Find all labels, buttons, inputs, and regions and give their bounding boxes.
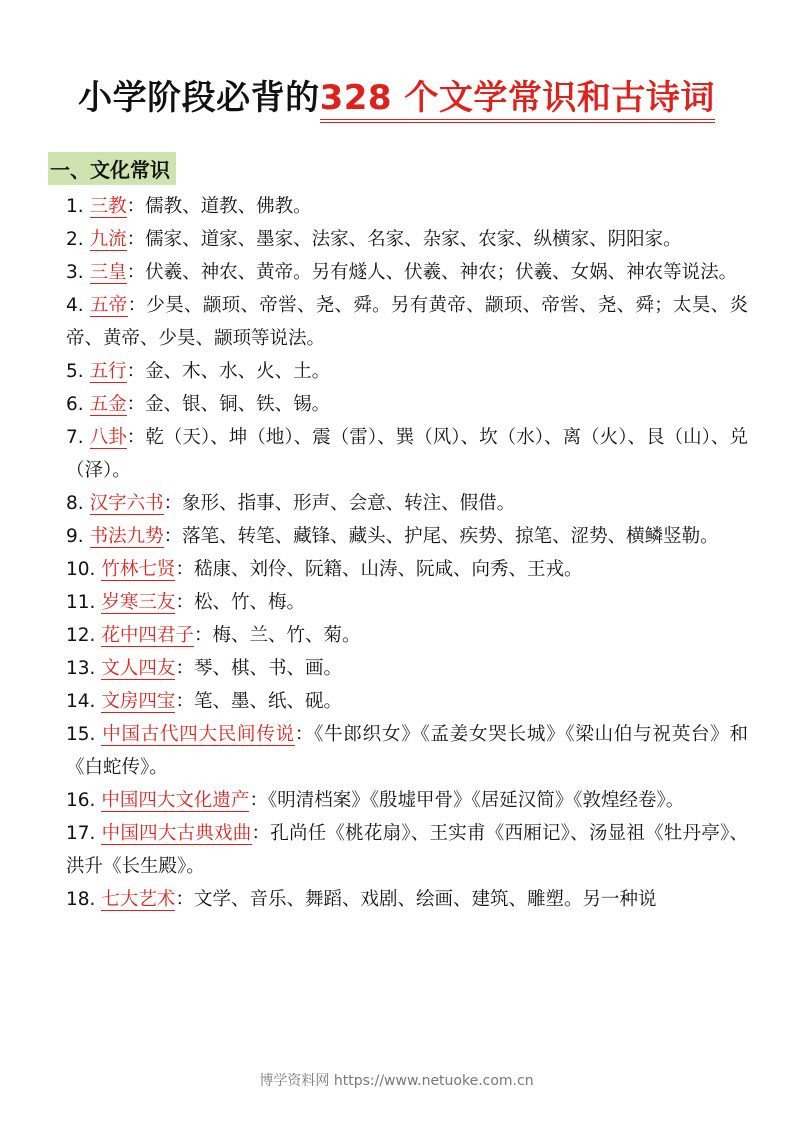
item-description: ：梅、兰、竹、菊。 xyxy=(193,625,361,646)
item-description: ：伏羲、神农、黄帝。另有燧人、伏羲、神农；伏羲、女娲、神农等说法。 xyxy=(126,262,738,283)
footer-watermark: 博学资料网 https://www.netuoke.com.cn xyxy=(259,1073,534,1089)
list-item xyxy=(66,223,748,256)
item-term: 中国古代四大民间传说 xyxy=(101,724,295,745)
item-term: 竹林七贤 xyxy=(101,559,176,580)
item-description: ：孔尚任《桃花扇》、王实甫《西厢记》、汤显祖《牡丹亭》、洪升《长生殿》。 xyxy=(66,823,748,877)
item-number: 1. xyxy=(66,196,84,217)
item-term: 八卦 xyxy=(89,427,127,448)
item-description: ：琴、棋、书、画。 xyxy=(175,658,342,679)
title-red-part: 328 个文学常识和古诗词 xyxy=(320,78,715,123)
list-item xyxy=(66,685,748,718)
list-item xyxy=(66,520,748,553)
item-term: 七大艺术 xyxy=(101,889,176,910)
item-number: 17. xyxy=(66,823,96,844)
item-term: 五行 xyxy=(89,361,127,382)
list-item xyxy=(66,652,748,685)
item-number: 10. xyxy=(66,559,96,580)
item-description: ：金、银、铜、铁、锡。 xyxy=(126,394,331,415)
page-title xyxy=(0,70,793,119)
item-description: ：松、竹、梅。 xyxy=(175,592,305,613)
item-term: 文房四宝 xyxy=(101,691,176,712)
item-description: ：落笔、转笔、藏锋、藏头、护尾、疾势、掠笔、涩势、横鳞竖勒。 xyxy=(163,526,719,547)
list-item xyxy=(66,883,748,916)
list-item xyxy=(66,190,748,223)
item-number: 16. xyxy=(66,790,96,811)
item-term: 汉字六书 xyxy=(89,493,164,514)
list-item xyxy=(66,256,748,289)
section-heading: 一、文化常识 xyxy=(48,152,176,185)
item-number: 2. xyxy=(66,229,84,250)
item-number: 9. xyxy=(66,526,84,547)
item-number: 15. xyxy=(66,724,96,745)
item-number: 3. xyxy=(66,262,84,283)
item-description: ：嵇康、刘伶、阮籍、山涛、阮咸、向秀、王戎。 xyxy=(175,559,583,580)
item-number: 8. xyxy=(66,493,84,514)
item-number: 13. xyxy=(66,658,96,679)
item-term: 中国四大文化遗产 xyxy=(101,790,250,811)
item-term: 五帝 xyxy=(89,295,128,316)
list-item xyxy=(66,487,748,520)
list-item xyxy=(66,355,748,388)
title-black-part: 小学阶段必背的 xyxy=(78,78,320,118)
item-term: 中国四大古典戏曲 xyxy=(101,823,252,844)
list-item xyxy=(66,718,748,784)
item-description: ：文学、音乐、舞蹈、戏剧、绘画、建筑、雕塑。另一种说 xyxy=(175,889,657,910)
list-item xyxy=(66,388,748,421)
item-description: ：儒家、道家、墨家、法家、名家、杂家、农家、纵横家、阴阳家。 xyxy=(126,229,682,250)
item-term: 书法九势 xyxy=(89,526,164,547)
item-term: 文人四友 xyxy=(101,658,176,679)
item-term: 三皇 xyxy=(89,262,127,283)
item-description: ：《牛郎织女》《孟姜女哭长城》《梁山伯与祝英台》和《白蛇传》。 xyxy=(66,724,748,778)
list-item xyxy=(66,553,748,586)
item-term: 九流 xyxy=(89,229,127,250)
item-description: ：少昊、颛顼、帝喾、尧、舜。另有黄帝、颛顼、帝喾、尧、舜；太昊、炎帝、黄帝、少昊、颛顼等说法。 xyxy=(66,295,748,349)
item-number: 4. xyxy=(66,295,84,316)
item-description: ：乾（天）、坤（地）、震（雷）、巽（风）、坎（水）、离（火）、艮（山）、兑（泽）。 xyxy=(66,427,748,481)
item-number: 18. xyxy=(66,889,96,910)
list-item xyxy=(66,784,748,817)
item-term: 三教 xyxy=(89,196,127,217)
item-number: 11. xyxy=(66,592,96,613)
item-term: 花中四君子 xyxy=(101,625,194,646)
list-item xyxy=(66,586,748,619)
item-number: 5. xyxy=(66,361,84,382)
list-item xyxy=(66,289,748,355)
item-number: 14. xyxy=(66,691,96,712)
item-description: ：《明清档案》《殷墟甲骨》《居延汉简》《敦煌经卷》。 xyxy=(249,790,685,811)
item-number: 7. xyxy=(66,427,84,448)
item-description: ：儒教、道教、佛教。 xyxy=(126,196,312,217)
item-description: ：金、木、水、火、土。 xyxy=(126,361,331,382)
culture-knowledge-list xyxy=(66,190,748,916)
list-item xyxy=(66,421,748,487)
item-description: ：象形、指事、形声、会意、转注、假借。 xyxy=(163,493,516,514)
item-term: 岁寒三友 xyxy=(101,592,176,613)
item-number: 12. xyxy=(66,625,96,646)
item-number: 6. xyxy=(66,394,84,415)
item-description: ：笔、墨、纸、砚。 xyxy=(175,691,342,712)
list-item xyxy=(66,619,748,652)
list-item xyxy=(66,817,748,883)
item-term: 五金 xyxy=(89,394,127,415)
